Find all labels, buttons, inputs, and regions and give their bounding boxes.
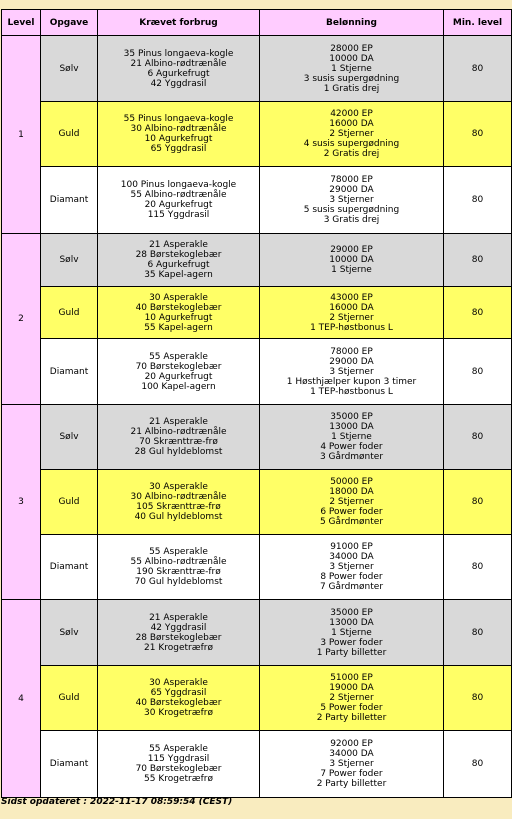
reward-item: 43000 EP bbox=[330, 292, 373, 303]
required-item: 40 Børstekoglebær bbox=[135, 698, 222, 708]
reward-cell bbox=[260, 234, 444, 287]
reward-item: 2 Gratis drej bbox=[323, 149, 380, 159]
level-cell: 2 bbox=[2, 234, 41, 405]
required-item: 65 Yggdrasil bbox=[150, 688, 207, 698]
required-item: 100 Pinus longaeva-kogle bbox=[120, 180, 237, 190]
reward-item: 7 Gårdmønter bbox=[319, 582, 384, 592]
reward-cell bbox=[260, 600, 444, 666]
reward-item: 28000 EP bbox=[330, 43, 373, 54]
table-row bbox=[2, 102, 512, 167]
required-cell bbox=[98, 167, 260, 234]
required-item: 115 Yggdrasil bbox=[147, 210, 210, 220]
reward-item: 78000 EP bbox=[330, 346, 373, 357]
required-item: 100 Kapel-agern bbox=[141, 381, 216, 392]
reward-item: 3 Stjerner bbox=[329, 195, 374, 205]
reward-item: 1 Stjerne bbox=[331, 265, 372, 275]
last-updated: Sidst opdateret : 2022-11-17 08:59:54 (CEST) bbox=[1, 797, 233, 807]
table-row bbox=[2, 731, 512, 798]
reward-item: 1 TEP-høstbonus L bbox=[310, 322, 393, 333]
required-item: 6 Agurkefrugt bbox=[147, 68, 210, 79]
required-item: 55 Albino-rødtrænåle bbox=[130, 557, 227, 567]
required-item: 65 Yggdrasil bbox=[150, 144, 207, 154]
reward-item: 10000 DA bbox=[329, 53, 374, 64]
reward-item: 2 Stjerner bbox=[329, 497, 374, 507]
required-cell bbox=[98, 731, 260, 798]
reward-cell bbox=[260, 470, 444, 535]
required-item: 70 Børstekoglebær bbox=[135, 764, 222, 774]
required-cell bbox=[98, 405, 260, 470]
reward-item: 19000 DA bbox=[329, 683, 374, 693]
reward-item: 13000 DA bbox=[329, 617, 374, 628]
required-item: 21 Krogetræfrø bbox=[144, 642, 213, 653]
min-level-cell: 80 bbox=[444, 339, 512, 405]
reward-item: 3 Stjerner bbox=[329, 562, 374, 572]
required-cell bbox=[98, 102, 260, 167]
min-level-cell: 80 bbox=[444, 36, 512, 102]
reward-item: 34000 DA bbox=[329, 749, 374, 759]
required-item: 55 Asperakle bbox=[149, 351, 208, 362]
reward-item: 1 Stjerne bbox=[331, 432, 372, 442]
level-cell: 4 bbox=[2, 600, 41, 798]
required-item: 40 Gul hyldeblomst bbox=[134, 512, 223, 522]
reward-item: 13000 DA bbox=[329, 422, 374, 432]
table-row bbox=[2, 600, 512, 666]
reward-item: 18000 DA bbox=[329, 487, 374, 497]
required-item: 55 Krogetræfrø bbox=[144, 774, 213, 784]
reward-item: 1 Stjerne bbox=[331, 63, 372, 74]
reward-item: 1 Høsthjælper kupon 3 timer bbox=[286, 376, 417, 387]
required-item: 55 Kapel-agern bbox=[144, 322, 213, 333]
reward-item: 29000 DA bbox=[329, 356, 374, 367]
reward-item: 1 Party billetter bbox=[316, 647, 387, 658]
table-row bbox=[2, 234, 512, 287]
reward-item: 29000 DA bbox=[329, 185, 374, 195]
table-row bbox=[2, 666, 512, 731]
task-name-cell: Guld bbox=[41, 102, 98, 167]
min-level-cell: 80 bbox=[444, 167, 512, 234]
reward-cell bbox=[260, 731, 444, 798]
required-item: 40 Børstekoglebær bbox=[135, 302, 222, 313]
required-item: 30 Asperakle bbox=[149, 678, 208, 688]
reward-item: 29000 EP bbox=[330, 245, 373, 255]
task-name-cell: Diamant bbox=[41, 167, 98, 234]
required-item: 35 Kapel-agern bbox=[144, 270, 213, 280]
reward-item: 3 susis supergødning bbox=[303, 73, 400, 84]
reward-item: 92000 EP bbox=[330, 739, 373, 749]
required-item: 21 Albino-rødtrænåle bbox=[130, 58, 227, 69]
table-row bbox=[2, 535, 512, 600]
required-item: 30 Krogetræfrø bbox=[144, 708, 213, 718]
required-item: 55 Asperakle bbox=[149, 744, 208, 754]
required-item: 30 Asperakle bbox=[149, 482, 208, 492]
reward-cell bbox=[260, 36, 444, 102]
table-row bbox=[2, 405, 512, 470]
reward-cell bbox=[260, 535, 444, 600]
required-item: 190 Skrænttræ-frø bbox=[136, 567, 221, 577]
required-item: 20 Agurkefrugt bbox=[144, 371, 213, 382]
reward-item: 4 susis supergødning bbox=[303, 139, 400, 149]
required-item: 115 Yggdrasil bbox=[147, 754, 210, 764]
required-item: 28 Børstekoglebær bbox=[135, 632, 222, 643]
required-cell bbox=[98, 666, 260, 731]
reward-item: 2 Stjerner bbox=[329, 693, 374, 703]
required-item: 105 Skrænttræ-frø bbox=[136, 502, 221, 512]
reward-item: 2 Party billetter bbox=[316, 779, 387, 789]
reward-item: 5 susis supergødning bbox=[303, 205, 400, 215]
required-item: 30 Albino-rødtrænåle bbox=[130, 124, 227, 134]
required-item: 21 Albino-rødtrænåle bbox=[130, 427, 227, 437]
required-item: 30 Asperakle bbox=[149, 292, 208, 303]
table-row bbox=[2, 167, 512, 234]
required-item: 28 Børstekoglebær bbox=[135, 250, 222, 260]
header-task: Opgave bbox=[41, 10, 98, 36]
table-row bbox=[2, 36, 512, 102]
reward-cell bbox=[260, 666, 444, 731]
reward-item: 3 Stjerner bbox=[329, 759, 374, 769]
min-level-cell: 80 bbox=[444, 666, 512, 731]
required-item: 21 Asperakle bbox=[149, 417, 208, 427]
required-item: 55 Albino-rødtrænåle bbox=[130, 190, 227, 200]
reward-item: 8 Power foder bbox=[320, 572, 383, 582]
reward-item: 2 Stjerner bbox=[329, 312, 374, 323]
required-cell bbox=[98, 234, 260, 287]
min-level-cell: 80 bbox=[444, 470, 512, 535]
reward-item: 1 Gratis drej bbox=[323, 83, 380, 94]
reward-item: 16000 DA bbox=[329, 302, 374, 313]
quest-table bbox=[1, 9, 512, 798]
required-item: 28 Gul hyldeblomst bbox=[134, 447, 223, 457]
level-cell: 3 bbox=[2, 405, 41, 600]
reward-item: 10000 DA bbox=[329, 255, 374, 265]
header-min-level: Min. level bbox=[444, 10, 512, 36]
reward-item: 3 Gratis drej bbox=[323, 215, 380, 225]
reward-cell bbox=[260, 102, 444, 167]
table-row bbox=[2, 287, 512, 339]
required-item: 55 Pinus longaeva-kogle bbox=[123, 114, 234, 124]
task-name-cell: Sølv bbox=[41, 600, 98, 666]
reward-item: 16000 DA bbox=[329, 119, 374, 129]
required-item: 21 Asperakle bbox=[149, 612, 208, 623]
reward-item: 42000 EP bbox=[330, 109, 373, 119]
required-item: 10 Agurkefrugt bbox=[144, 134, 213, 144]
min-level-cell: 80 bbox=[444, 287, 512, 339]
header-required: Krævet forbrug bbox=[98, 10, 260, 36]
required-item: 21 Asperakle bbox=[149, 240, 208, 250]
reward-item: 4 Power foder bbox=[320, 442, 383, 452]
reward-item: 7 Power foder bbox=[320, 769, 383, 779]
task-name-cell: Guld bbox=[41, 666, 98, 731]
task-name-cell: Diamant bbox=[41, 339, 98, 405]
reward-cell bbox=[260, 405, 444, 470]
header-reward: Belønning bbox=[260, 10, 444, 36]
required-cell bbox=[98, 339, 260, 405]
reward-item: 78000 EP bbox=[330, 175, 373, 185]
reward-item: 50000 EP bbox=[330, 477, 373, 487]
min-level-cell: 80 bbox=[444, 731, 512, 798]
min-level-cell: 80 bbox=[444, 600, 512, 666]
required-item: 20 Agurkefrugt bbox=[144, 200, 213, 210]
required-cell bbox=[98, 470, 260, 535]
reward-item: 5 Power foder bbox=[320, 703, 383, 713]
header-row bbox=[2, 10, 512, 36]
task-name-cell: Guld bbox=[41, 470, 98, 535]
reward-item: 34000 DA bbox=[329, 552, 374, 562]
reward-item: 2 Party billetter bbox=[316, 713, 387, 723]
reward-item: 3 Power foder bbox=[320, 637, 383, 648]
required-item: 70 Gul hyldeblomst bbox=[134, 577, 223, 587]
required-item: 6 Agurkefrugt bbox=[147, 260, 210, 270]
reward-item: 3 Stjerner bbox=[329, 366, 374, 377]
task-name-cell: Sølv bbox=[41, 234, 98, 287]
reward-item: 35000 EP bbox=[330, 412, 373, 422]
required-cell bbox=[98, 535, 260, 600]
header-level: Level bbox=[2, 10, 41, 36]
reward-item: 6 Power foder bbox=[320, 507, 383, 517]
required-item: 30 Albino-rødtrænåle bbox=[130, 492, 227, 502]
min-level-cell: 80 bbox=[444, 405, 512, 470]
min-level-cell: 80 bbox=[444, 234, 512, 287]
task-name-cell: Sølv bbox=[41, 36, 98, 102]
reward-item: 91000 EP bbox=[330, 542, 373, 552]
reward-item: 2 Stjerner bbox=[329, 129, 374, 139]
level-cell: 1 bbox=[2, 36, 41, 234]
min-level-cell: 80 bbox=[444, 535, 512, 600]
required-item: 10 Agurkefrugt bbox=[144, 312, 213, 323]
required-item: 35 Pinus longaeva-kogle bbox=[123, 48, 234, 59]
task-name-cell: Diamant bbox=[41, 731, 98, 798]
reward-item: 51000 EP bbox=[330, 673, 373, 683]
reward-item: 35000 EP bbox=[330, 607, 373, 618]
reward-item: 3 Gårdmønter bbox=[319, 452, 384, 462]
task-name-cell: Guld bbox=[41, 287, 98, 339]
task-name-cell: Diamant bbox=[41, 535, 98, 600]
required-cell bbox=[98, 287, 260, 339]
required-item: 70 Børstekoglebær bbox=[135, 361, 222, 372]
required-cell bbox=[98, 36, 260, 102]
reward-cell bbox=[260, 339, 444, 405]
required-cell bbox=[98, 600, 260, 666]
reward-item: 1 Stjerne bbox=[331, 627, 372, 638]
reward-cell bbox=[260, 287, 444, 339]
required-item: 70 Skrænttræ-frø bbox=[139, 437, 218, 447]
table-row bbox=[2, 470, 512, 535]
table-row bbox=[2, 339, 512, 405]
quest-table-body bbox=[2, 36, 512, 798]
required-item: 42 Yggdrasil bbox=[150, 78, 207, 89]
required-item: 42 Yggdrasil bbox=[150, 622, 207, 633]
task-name-cell: Sølv bbox=[41, 405, 98, 470]
reward-cell bbox=[260, 167, 444, 234]
required-item: 55 Asperakle bbox=[149, 547, 208, 557]
reward-item: 1 TEP-høstbonus L bbox=[310, 386, 393, 397]
reward-item: 5 Gårdmønter bbox=[319, 517, 384, 527]
min-level-cell: 80 bbox=[444, 102, 512, 167]
